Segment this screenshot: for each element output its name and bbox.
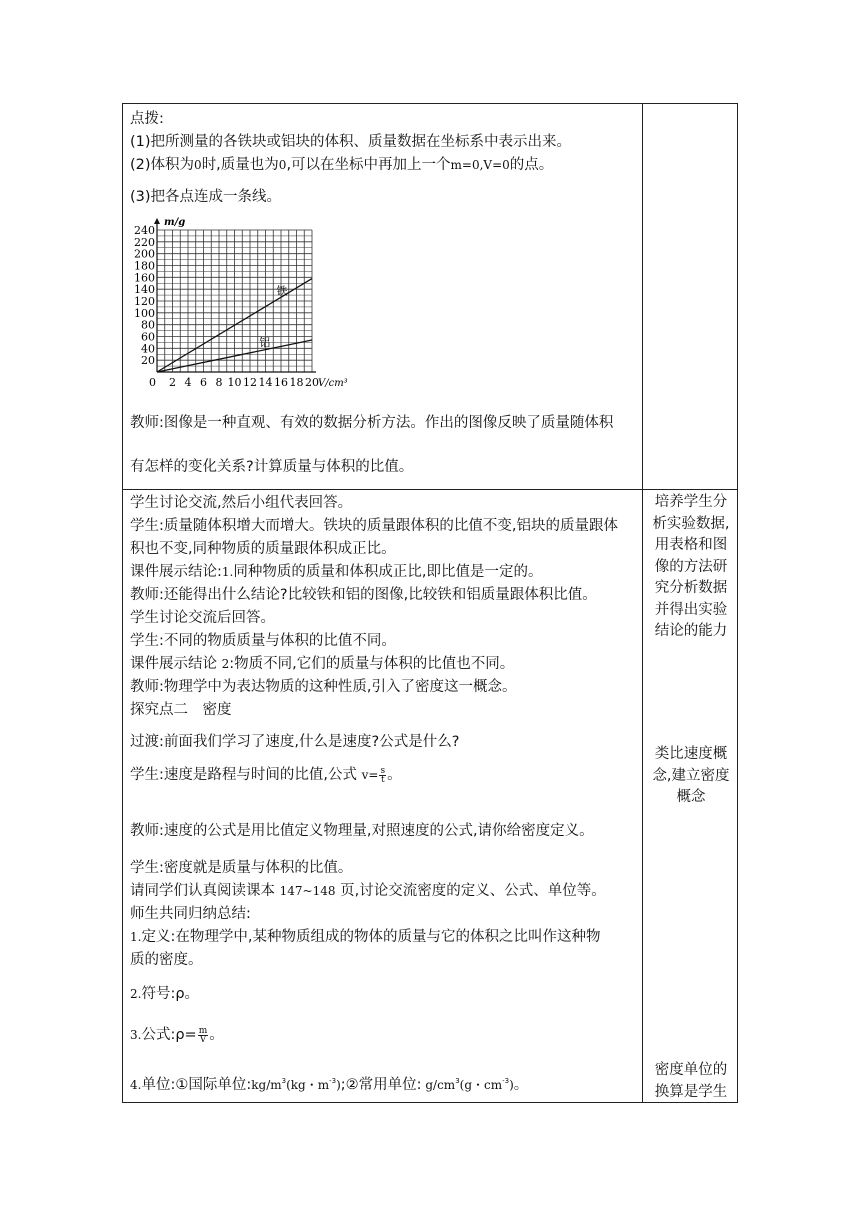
y-tick-label: 140: [134, 283, 155, 297]
note-analysis: 培养学生分 析实验数据, 用表格和图 像的方法研 究分析数据 并得出实验 结论的能力: [652, 494, 730, 639]
series-label-iron: 铁: [276, 284, 288, 298]
definition-a: 1.定义:在物理学中,某种物质组成的物体的质量与它的体积之比叫作这种物: [130, 929, 601, 945]
series-label-aluminum: 铝: [259, 336, 271, 350]
x-axis-label: V/cm³: [318, 378, 348, 389]
y-tick-label: 20: [141, 354, 155, 368]
teacher-3: 教师:物理学中为表达物质的这种性质,引入了密度这一概念。: [130, 679, 517, 695]
y-tick-label: 200: [134, 247, 155, 261]
x-tick-label: 4: [184, 376, 192, 389]
y-tick-label: 80: [141, 318, 155, 332]
x-tick-label: 10: [227, 376, 242, 389]
lesson-table: [122, 103, 738, 1103]
x-tick-label: 8: [215, 376, 223, 389]
student-4: 学生:密度就是质量与体积的比值。: [130, 860, 353, 876]
units: 4.单位:①国际单位$:kg/m^3(kg$・$m^{-3});②$常用单位: $g/cm^3(g$・$cm^{-3}$)。: [130, 1076, 529, 1093]
student-2: 学生:不同的物质质量与体积的比值不同。: [130, 633, 396, 649]
y-tick-label: 240: [134, 224, 155, 237]
note-analogy: 类比速度概 念,建立密度 概念: [652, 746, 730, 805]
teacher-4: 教师:速度的公式是用比值定义物理量,对照速度的公式,请你给密度定义。: [130, 823, 594, 839]
origin-label: 0: [149, 376, 156, 389]
y-tick-label: 120: [134, 295, 155, 308]
transition: 过渡:前面我们学习了速度,什么是速度?公式是什么?: [130, 734, 460, 750]
formula: 3.公式:ρ= $\frac{m}{V}$ 。: [130, 1025, 224, 1045]
x-tick-label: 2: [169, 376, 176, 389]
x-tick-label: 20: [305, 376, 319, 389]
conclusion-1: 课件展示结论:1.同种物质的质量和体积成正比,即比值是一定的。: [130, 564, 543, 580]
x-tick-label: 6: [200, 376, 207, 389]
x-tick-label: 14: [258, 376, 273, 389]
conclusion-2: 课件展示结论 2:物质不同,它们的质量与体积的比值也不同。: [130, 656, 515, 672]
hint-1: (1)把所测量的各铁块或铝块的体积、质量数据在坐标系中表示出来。: [130, 134, 572, 150]
column-divider: [642, 104, 643, 1102]
student-1a: 学生:质量随体积增大而增大。铁块的质量跟体积的比值不变,铝块的质量跟体: [130, 518, 618, 534]
student-1b: 积也不变,同种物质的质量跟体积成正比。: [130, 541, 396, 557]
summary: 师生共同归纳总结:: [130, 906, 251, 922]
x-tick-label: 16: [274, 376, 288, 389]
density-fraction: $\frac{m}{V}$: [198, 1025, 208, 1045]
y-tick-label: 60: [141, 330, 155, 344]
explore-point-2: 探究点二 密度: [130, 702, 232, 718]
discuss-2: 学生讨论交流后回答。: [130, 610, 275, 626]
discuss-1: 学生讨论交流,然后小组代表回答。: [130, 495, 353, 511]
teacher-2: 教师:还能得出什么结论?比较铁和铝的图像,比较铁和铝质量跟体积比值。: [130, 587, 597, 603]
y-axis-label: m/g: [164, 217, 186, 228]
hint-2: (2)体积为0时,质量也为0,可以在坐标中再加上一个m=0,V=0的点。: [130, 157, 554, 173]
y-tick-label: 100: [134, 306, 155, 320]
teacher-line-1b: 有怎样的变化关系?计算质量与体积的比值。: [130, 459, 414, 475]
hint-title: 点拨:: [130, 111, 164, 127]
student-3: 学生:速度是路程与时间的比值,公式 v= $\frac{s}{t}$ 。: [130, 765, 402, 785]
row-divider: [123, 489, 737, 490]
y-tick-label: 180: [134, 259, 155, 273]
speed-fraction: $\frac{s}{t}$: [380, 765, 386, 785]
y-tick-label: 40: [141, 342, 155, 356]
teacher-line-1a: 教师:图像是一种直观、有效的数据分析方法。作出的图像反映了质量随体积: [130, 415, 614, 431]
symbol: 2.符号:ρ。: [130, 986, 200, 1002]
x-tick-label: 18: [289, 376, 304, 389]
y-tick-label: 220: [134, 235, 155, 249]
y-tick-label: 160: [134, 271, 155, 285]
read-textbook: 请同学们认真阅读课本 147~148 页,讨论交流密度的定义、公式、单位等。: [130, 883, 606, 899]
x-tick-label: 12: [243, 376, 257, 389]
definition-b: 质的密度。: [130, 952, 203, 968]
note-units: 密度单位的 换算是学生: [654, 1062, 728, 1100]
hint-3: (3)把各点连成一条线。: [130, 189, 282, 205]
mass-volume-chart: [130, 215, 380, 395]
